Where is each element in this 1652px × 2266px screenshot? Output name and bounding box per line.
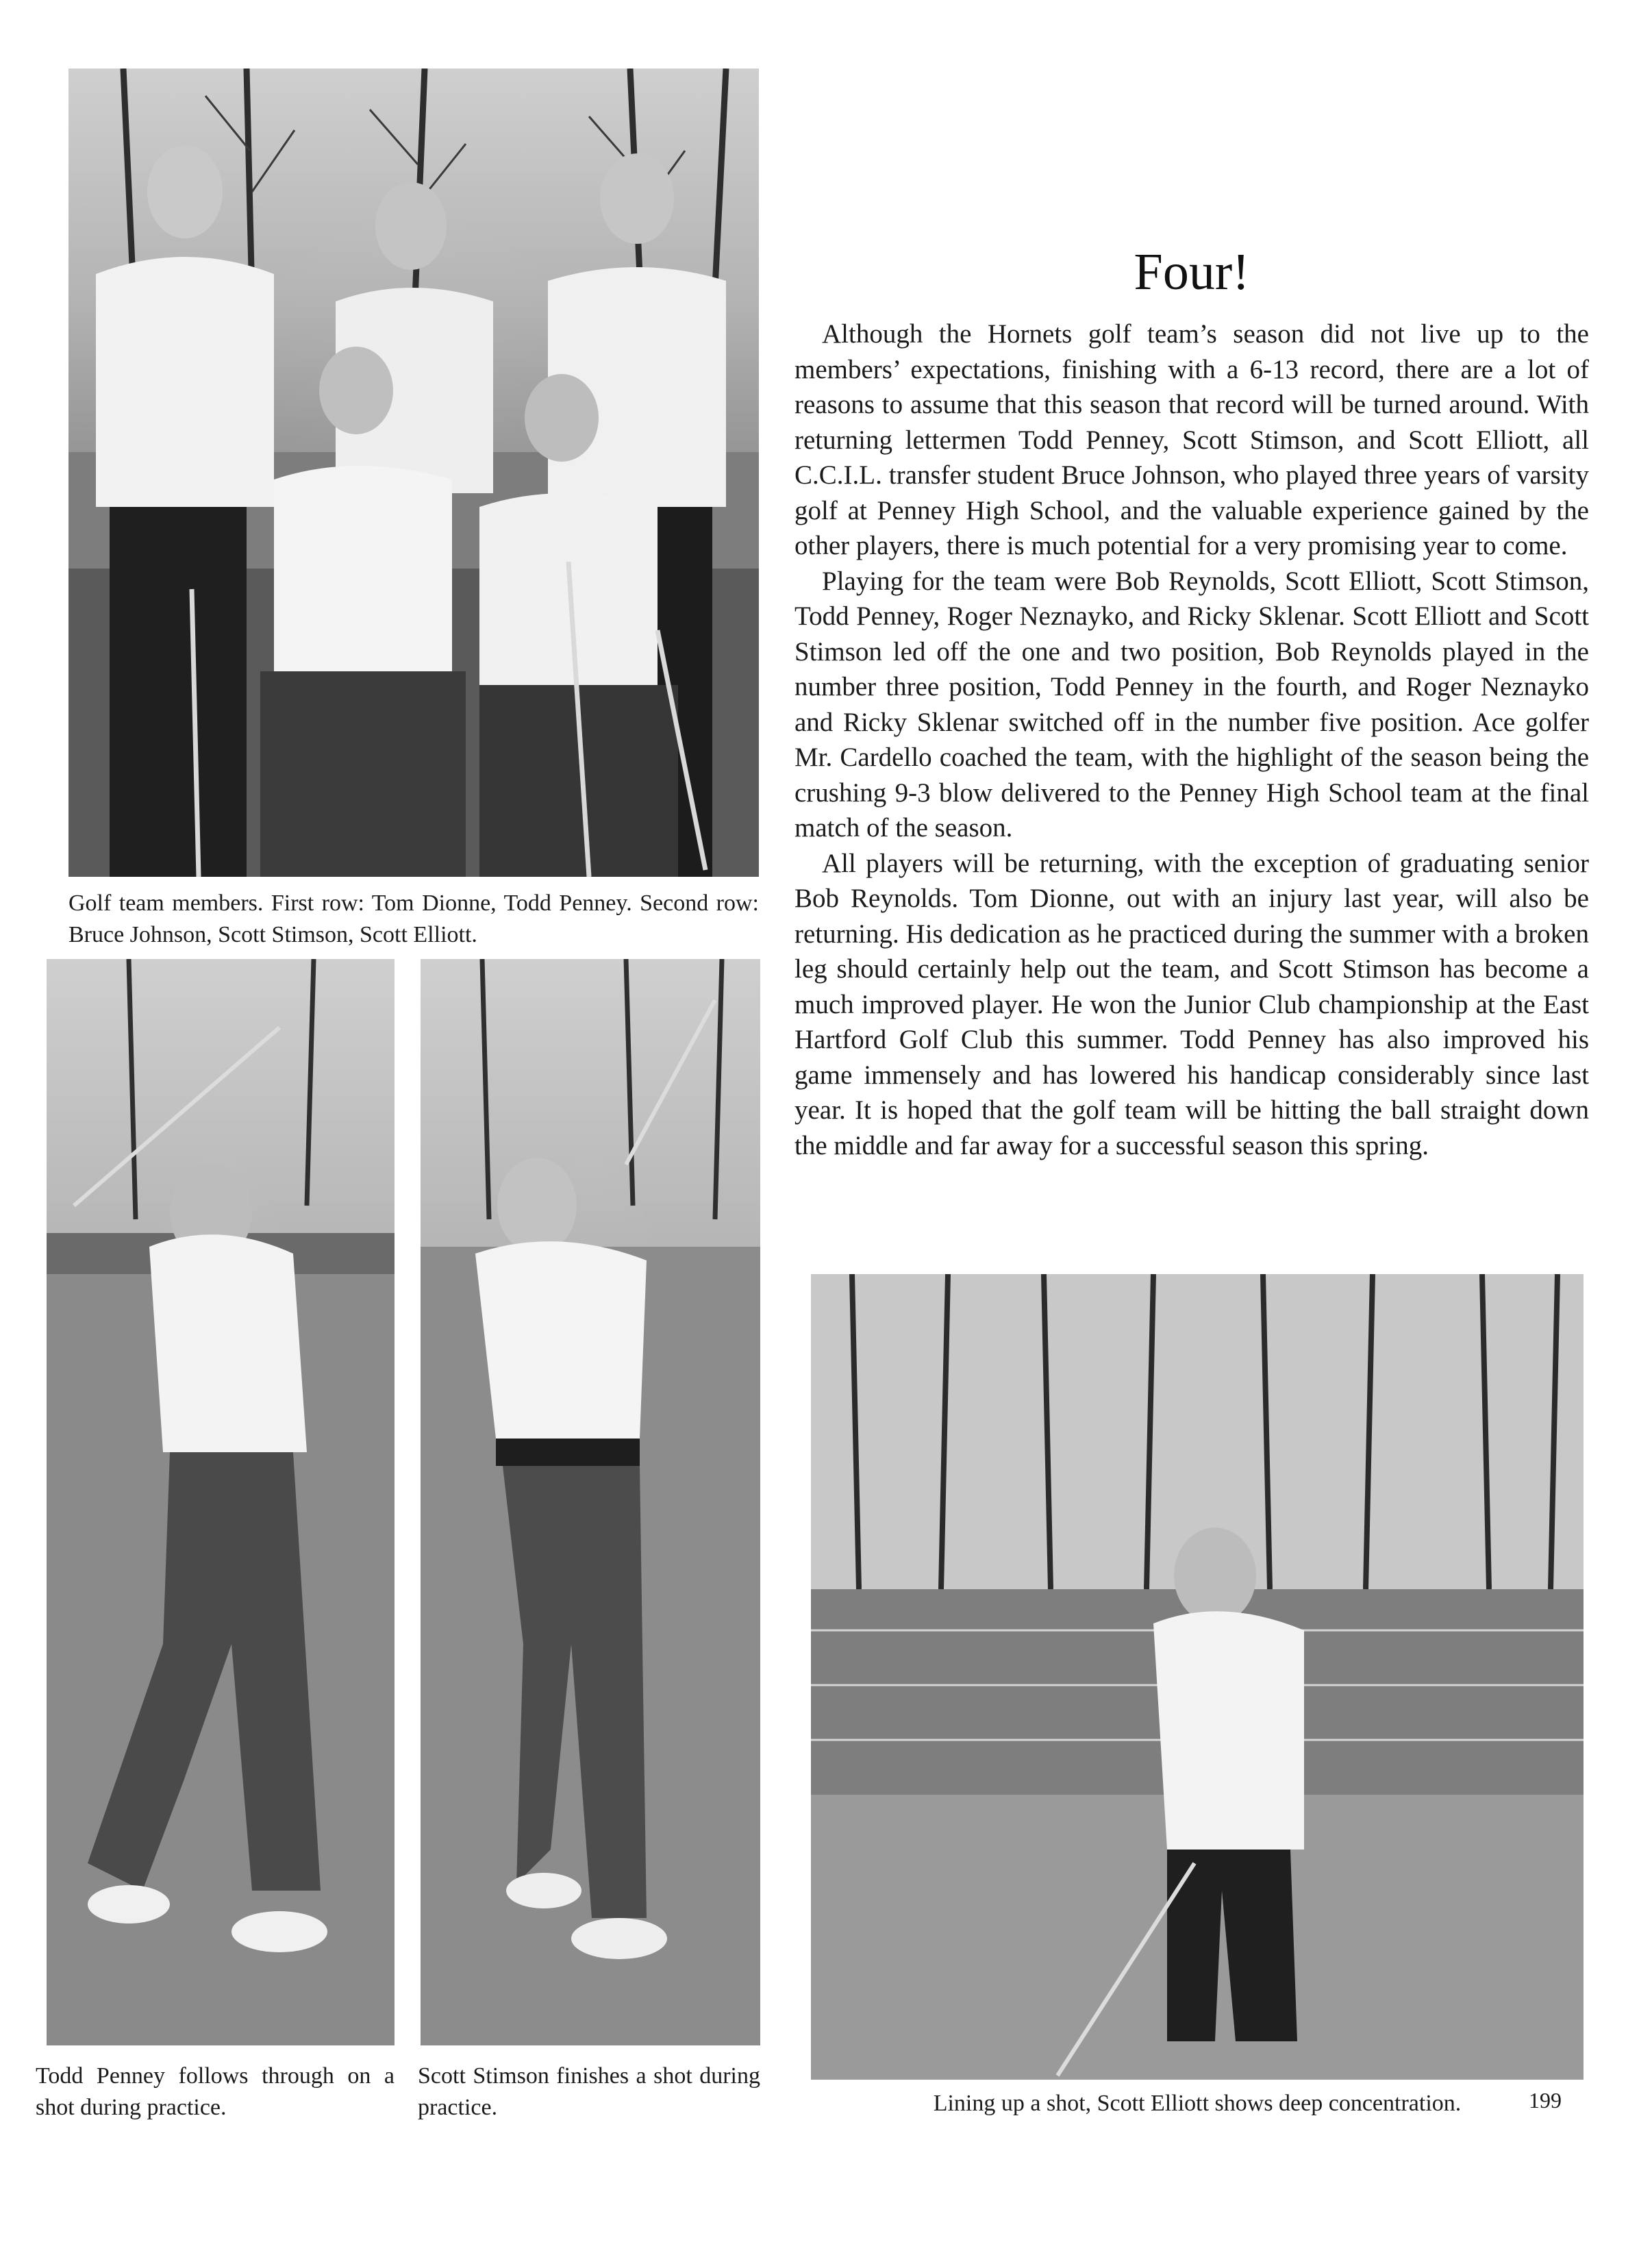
article-paragraph: Playing for the team were Bob Reynolds, Scott Elliott, Scott Stimson, Todd Penney, Roger Neznayko, and Ricky Sklenar. Scott Elliott and Scott Stimson led off the one and two position, Bob Reynolds played in the number three position, Todd Penney in the fourth, and Roger Neznayko and Ricky Sklenar switched off in the number five position. Ace golfer Mr. Cardello coached the team, with the highlight of the season being the crushing 9-3 blow delivered to the Penney High School team at the final match of the season. — [794, 566, 1589, 843]
article-paragraph: Although the Hornets golf team’s season did not live up to the members’ expectations, finishing with a 6-13 record, there are a lot of reasons to assume that this season that record will be turned around. With returning lettermen Todd Penney, Scott Stimson, and Scott Elliott, all C.C.I.L. transfer student Bruce Johnson, who played three years of varsity golf at Penney High School, and the valuable experience gained by the other players, there is much potential for a very promising year to come. — [794, 319, 1589, 560]
penney-swing-photo — [47, 959, 395, 2045]
team-photo — [68, 69, 759, 877]
article-title: Four! — [1134, 243, 1250, 301]
team-photo-illustration — [68, 69, 759, 877]
stimson-swing-illustration — [421, 959, 760, 2045]
page-number: 199 — [1529, 2088, 1562, 2113]
stimson-swing-photo — [421, 959, 760, 2045]
penney-swing-illustration — [47, 959, 395, 2045]
penney-swing-caption: Todd Penney follows through on a shot during practice. — [36, 2063, 395, 2120]
article-body — [794, 316, 1589, 1163]
article-paragraph: All players will be returning, with the exception of graduating senior Bob Reynolds. Tom Dionne, out with an injury last year, will also be returning. His dedication as he practiced during the summer with a broken leg should certainly help out the team, and Scott Stimson has become a much improved player. He won the Junior Club championship at the East Hartford Golf Club this summer. Todd Penney has also improved his game immensely and has lowered his handicap considerably since last year. It is hoped that the golf team will be hitting the ball straight down the middle and far away for a successful season this spring. — [794, 848, 1589, 1160]
elliott-putt-caption: Lining up a shot, Scott Elliott shows deep concentration. — [933, 2091, 1462, 2116]
team-photo-caption: Golf team members. First row: Tom Dionne, Todd Penney. Second row: Bruce Johnson, Scott Stimson, Scott Elliott. — [68, 891, 759, 947]
elliott-putt-photo — [811, 1274, 1584, 2080]
elliott-putt-illustration — [811, 1274, 1584, 2080]
stimson-swing-caption: Scott Stimson finishes a shot during practice. — [418, 2063, 760, 2120]
